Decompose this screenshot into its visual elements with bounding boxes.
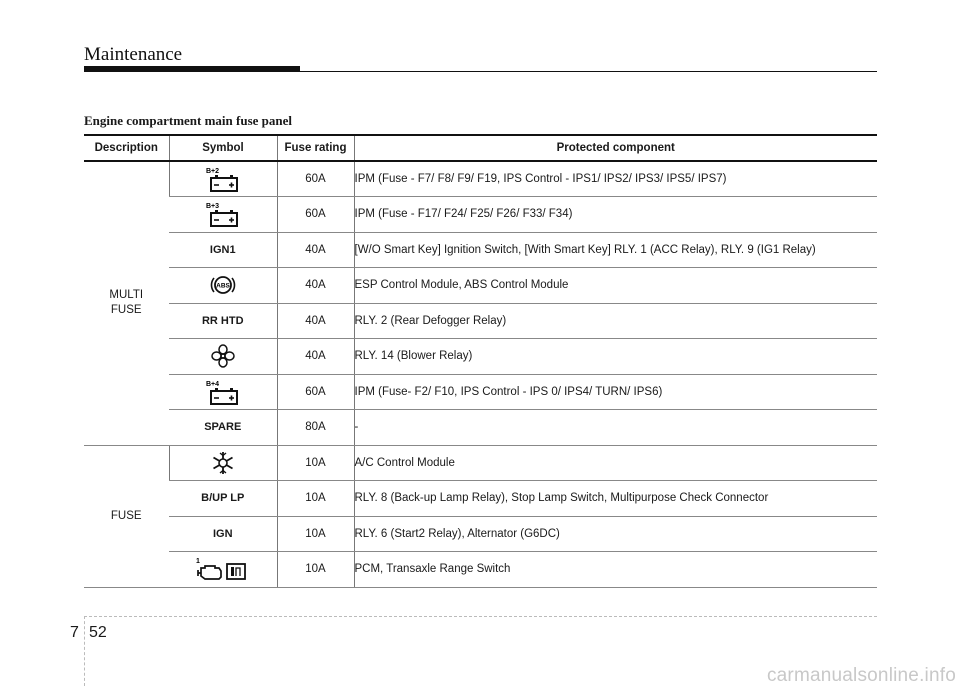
- col-fuse-rating: Fuse rating: [277, 135, 354, 161]
- protected-component: PCM, Transaxle Range Switch: [354, 552, 877, 588]
- group-fuse: [84, 445, 169, 587]
- table-row: [84, 445, 877, 481]
- table-header-row: [84, 135, 877, 161]
- footer-rule: [84, 616, 877, 617]
- fuse-rating: 10A: [277, 445, 354, 481]
- fuse-rating: 40A: [277, 339, 354, 375]
- protected-component: ESP Control Module, ABS Control Module: [354, 268, 877, 304]
- battery-label: B+4: [205, 380, 219, 388]
- symbol-text: IGN: [169, 516, 277, 552]
- footer-separator: [84, 616, 85, 686]
- group-label-line2: FUSE: [110, 304, 142, 317]
- header-rule-thick: [84, 66, 300, 72]
- symbol-text: IGN1: [169, 232, 277, 268]
- ac-snowflake-icon: [211, 450, 235, 476]
- protected-component: RLY. 8 (Back-up Lamp Relay), Stop Lamp Switch, Multipurpose Check Connector: [354, 481, 877, 517]
- protected-component: IPM (Fuse - F7/ F8/ F9/ F19, IPS Control - IPS1/ IPS2/ IPS3/ IPS5/ IPS7): [354, 161, 877, 197]
- protected-component: [W/O Smart Key] Ignition Switch, [With Smart Key] RLY. 1 (ACC Relay), RLY. 9 (IG1 Relay): [354, 232, 877, 268]
- fuse-rating: 10A: [277, 552, 354, 588]
- table-row: [84, 516, 877, 552]
- fuse-rating: 10A: [277, 516, 354, 552]
- protected-component: IPM (Fuse - F17/ F24/ F25/ F26/ F33/ F34): [354, 197, 877, 233]
- protected-component: A/C Control Module: [354, 445, 877, 481]
- fuse-rating: 40A: [277, 303, 354, 339]
- symbol-text: B/UP LP: [169, 481, 277, 517]
- table-row: [84, 268, 877, 304]
- fuse-rating: 60A: [277, 374, 354, 410]
- chapter-number: 7: [70, 624, 79, 641]
- table-row: [84, 303, 877, 339]
- protected-component: RLY. 2 (Rear Defogger Relay): [354, 303, 877, 339]
- col-symbol: Symbol: [169, 135, 277, 161]
- header-rule-thin: [300, 71, 877, 72]
- protected-component: RLY. 14 (Blower Relay): [354, 339, 877, 375]
- battery-label: B+3: [205, 203, 219, 211]
- fuse-rating: 60A: [277, 161, 354, 197]
- fuse-rating: 60A: [277, 197, 354, 233]
- page-header-title: Maintenance: [84, 44, 183, 65]
- battery-b+4-icon: [203, 379, 243, 405]
- fuse-table: [84, 134, 877, 588]
- table-row: [84, 197, 877, 233]
- engine-transaxle-icon: [195, 556, 251, 582]
- fuse-rating: 80A: [277, 410, 354, 446]
- fuse-rating: 40A: [277, 232, 354, 268]
- abs-label: ABS: [215, 282, 230, 290]
- fuse-rating: 40A: [277, 268, 354, 304]
- section-title: Engine compartment main fuse panel: [84, 113, 292, 128]
- group-label-line1: MULTI: [109, 289, 144, 302]
- col-protected-component: Protected component: [354, 135, 877, 161]
- table-row: [84, 374, 877, 410]
- protected-component: IPM (Fuse- F2/ F10, IPS Control - IPS 0/ IPS4/ TURN/ IPS6): [354, 374, 877, 410]
- col-description: Description: [84, 135, 169, 161]
- table-row: [84, 410, 877, 446]
- watermark: carmanualsonline.info: [766, 665, 956, 686]
- group-label-line1: FUSE: [110, 509, 142, 522]
- symbol-text: RR HTD: [169, 303, 277, 339]
- symbol-text: SPARE: [169, 410, 277, 446]
- protected-component: -: [354, 410, 877, 446]
- fuse-rating: 10A: [277, 481, 354, 517]
- battery-b+2-icon: [203, 166, 243, 192]
- table-row: [84, 339, 877, 375]
- table-row: [84, 552, 877, 588]
- protected-component: RLY. 6 (Start2 Relay), Alternator (G6DC): [354, 516, 877, 552]
- table-row: [84, 232, 877, 268]
- table-row: [84, 481, 877, 517]
- blower-fan-icon: [210, 343, 236, 369]
- page-number: 52: [89, 624, 107, 641]
- table-row: [84, 161, 877, 197]
- battery-b+3-icon: [203, 201, 243, 227]
- battery-label: B+2: [206, 168, 220, 175]
- engine-footnote-label: 1: [195, 558, 200, 566]
- abs-icon: [208, 272, 238, 298]
- group-multi-fuse: [84, 161, 169, 445]
